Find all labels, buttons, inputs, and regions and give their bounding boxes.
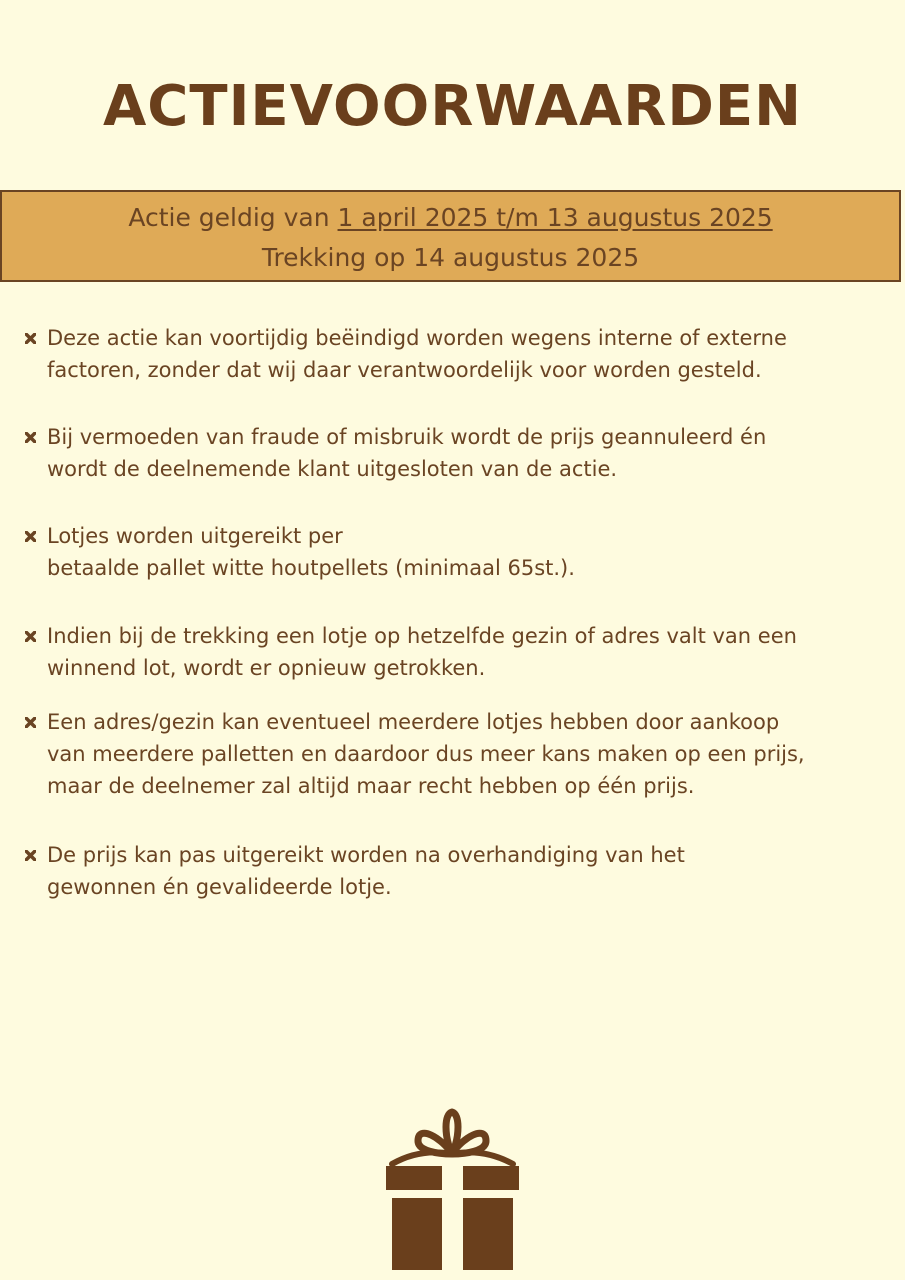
condition-item [47, 839, 895, 903]
condition-text-line: gewonnen én gevalideerde lotje. [47, 875, 392, 899]
condition-text-line: Indien bij de trekking een lotje op hetzelfde gezin of adres valt van een [47, 624, 797, 648]
condition-item [47, 620, 895, 684]
condition-text-line: De prijs kan pas uitgereikt worden na overhandiging van het [47, 843, 685, 867]
gift-icon [384, 1108, 521, 1270]
condition-item [47, 421, 895, 485]
condition-item [47, 322, 895, 386]
diamond-bullet-icon [25, 850, 36, 861]
condition-item [47, 520, 895, 584]
validity-period-line [2, 198, 899, 238]
diamond-bullet-icon [25, 631, 36, 642]
validity-banner [0, 190, 901, 282]
condition-text-line: Bij vermoeden van fraude of misbruik wordt de prijs geannuleerd én [47, 425, 767, 449]
condition-text-line: wordt de deelnemende klant uitgesloten van de actie. [47, 457, 618, 481]
condition-text-line: betaalde pallet witte houtpellets (minimaal 65st.). [47, 556, 575, 580]
condition-text-line: factoren, zonder dat wij daar verantwoordelijk voor worden gesteld. [47, 358, 762, 382]
condition-text-line: winnend lot, wordt er opnieuw getrokken. [47, 656, 486, 680]
condition-item [47, 706, 895, 802]
condition-text-line: van meerdere palletten en daardoor dus meer kans maken op een prijs, [47, 742, 805, 766]
page-title: ACTIEVOORWAARDEN [102, 74, 803, 139]
diamond-bullet-icon [25, 717, 36, 728]
validity-prefix: Actie geldig van [128, 203, 338, 232]
condition-text-line: Lotjes worden uitgereikt per [47, 524, 343, 548]
condition-text-line: maar de deelnemer zal altijd maar recht hebben op één prijs. [47, 774, 695, 798]
diamond-bullet-icon [25, 432, 36, 443]
condition-text-line: Deze actie kan voortijdig beëindigd worden wegens interne of externe [47, 326, 787, 350]
condition-text-line: Een adres/gezin kan eventueel meerdere lotjes hebben door aankoop [47, 710, 780, 734]
validity-period: 1 april 2025 t/m 13 augustus 2025 [337, 203, 773, 232]
draw-date: Trekking op 14 augustus 2025 [261, 243, 640, 272]
diamond-bullet-icon [25, 333, 36, 344]
diamond-bullet-icon [25, 531, 36, 542]
